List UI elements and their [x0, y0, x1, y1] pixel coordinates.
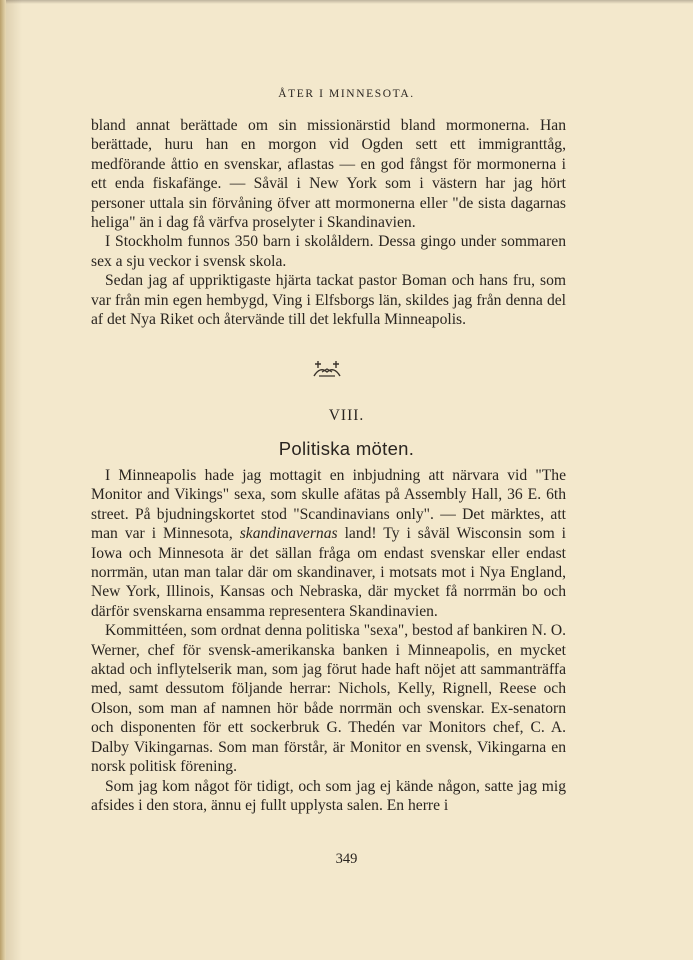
chapter-number: VIII.	[328, 407, 365, 424]
paragraph: Kommittéen, som ordnat denna politiska "sexa", bestod af bankiren N. O. Werner, chef för svensk-amerikanska banken i Minneapolis, en mycket aktad och inflytelserik man, som jag förut hade haft nöjet att sammanträffa med, samt dessutom följande herrar: Nichols, Kelly, Rignell, Reese och Olson, som man af namnen hör både norrmän och svenskar. Ex-senatorn och disponenten för ett sockerbruk G. Thedén var Monitors chef, C. A. Dalby Vikingarnas. Som man förstår, är Monitor en svensk, Vikingarna en norsk politisk förening.	[91, 622, 566, 776]
section-2-text	[91, 466, 566, 815]
paragraph: I Stockholm funnos 350 barn i skolåldern. Dessa gingo under sommaren sex a sju veckor i svensk skola.	[91, 233, 566, 270]
running-header: ÅTER I MINNESOTA.	[278, 88, 415, 100]
paragraph: bland annat berättade om sin missionärstid bland mormonerna. Han berättade, huru han en morgon vid Ogden sett ett immigranttåg, medförande åttio en svenskar, aflastas — en god fångst för mormonerna i ett enda fiskafänge. — Såväl i New York som i västern har jag hört personer uttala sin förvåning öfver att mormonerna eller "de sista dagarnas heliga" än i dag få värfva proselyter i Skandinavien.	[91, 117, 566, 232]
paragraph-text: land! Ty i såväl Wisconsin som i Iowa och Minnesota är det sällan fråga om endast svenskar eller endast norrmän, utan man talar där om skandinaver, i motsats mot i Nya England, New York, Illinois, Kansas och Nebraska, där mycket få norrmän bo och därför svenskarna ensamma representera Skandinavien.	[91, 525, 566, 620]
paragraph: Som jag kom något för tidigt, och som jag ej kände någon, satte jag mig afsides i den stora, ännu ej fullt upplysta salen. En herre i	[91, 777, 566, 814]
paragraph	[91, 466, 566, 621]
page-spine-shadow	[0, 0, 6, 960]
page-number: 349	[335, 851, 358, 867]
italic-word: skandinavernas	[239, 525, 338, 543]
paragraph-text: I Minneapolis hade jag mottagit en inbjudning att närvara vid "The Monitor and Vikings" sexa, som skulle afätas på Assembly Hall, 36 E. 6th street. På bjudningskortet stod "Scandinavians only". — Det märktes, att man var i Minnesota,	[91, 467, 566, 543]
chapter-title: Politiska möten.	[278, 438, 415, 459]
paragraph: Sedan jag af uppriktigaste hjärta tackat pastor Boman och hans fru, som var från min egen hembygd, Ving i Elfsborgs län, skildes jag från denna del af det Nya Riket och återvände till det lekfulla Minneapolis.	[91, 272, 566, 329]
section-ornament-icon	[311, 358, 343, 380]
section-1-text	[91, 116, 566, 329]
